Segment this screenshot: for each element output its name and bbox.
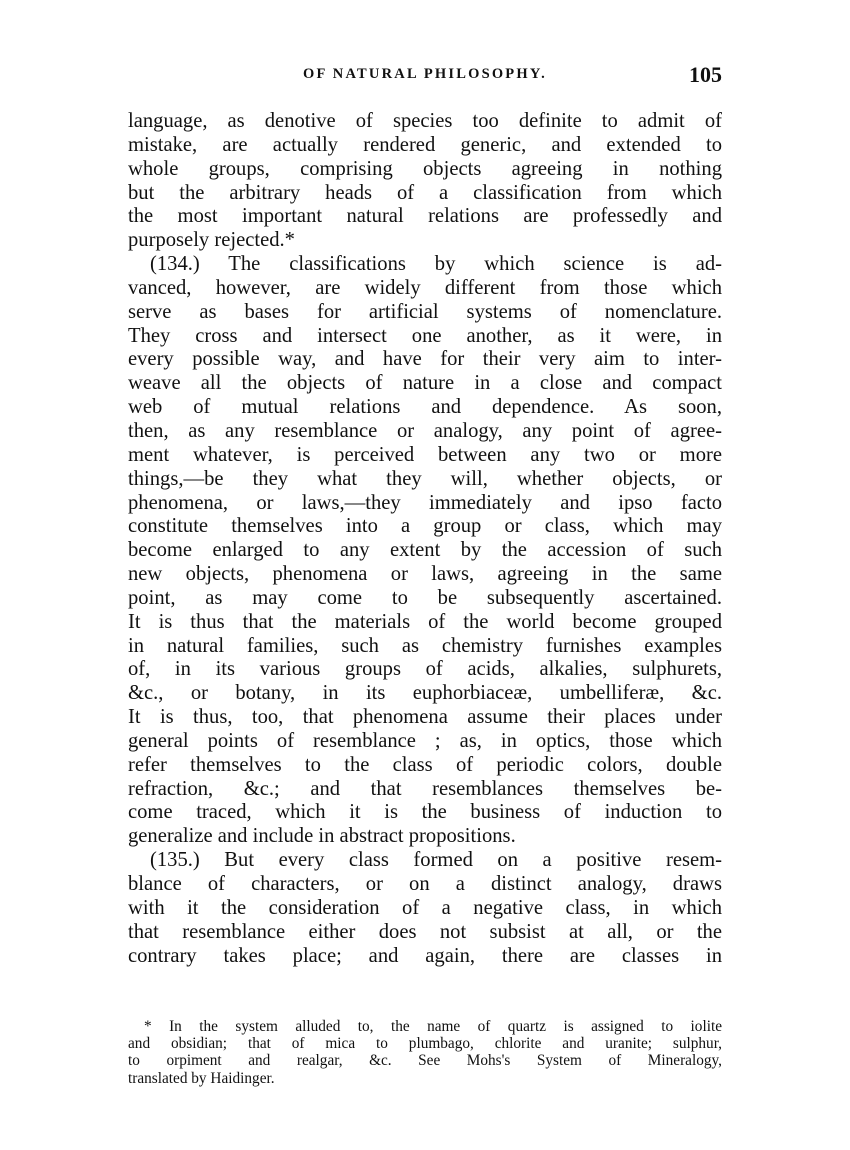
text-line: serve as bases for artificial systems of nomenclature. bbox=[128, 300, 722, 323]
text-line: new objects, phenomena or laws, agreeing in the same bbox=[128, 563, 722, 586]
text-line: &c., or botany, in its euphorbiaceæ, umbelliferæ, &c. bbox=[128, 682, 722, 705]
text-line: come traced, which it is the business of induction to bbox=[128, 801, 722, 824]
text-line: mistake, are actually rendered generic, and extended to bbox=[128, 133, 722, 156]
text-line: (135.) But every class formed on a positive resem- bbox=[150, 849, 722, 872]
text-line: ment whatever, is perceived between any two or more bbox=[128, 443, 722, 466]
text-line: vanced, however, are widely different from those which bbox=[128, 276, 722, 299]
text-line: contrary takes place; and again, there are classes in bbox=[128, 944, 722, 967]
text-line: language, as denotive of species too definite to admit of bbox=[128, 110, 722, 132]
text-line: web of mutual relations and dependence. As soon, bbox=[128, 396, 722, 419]
text-line: become enlarged to any extent by the accession of such bbox=[128, 539, 722, 562]
text-line: constitute themselves into a group or class, which may bbox=[128, 515, 722, 538]
text-line: purposely rejected.* bbox=[128, 229, 295, 252]
text-line: They cross and intersect one another, as it were, in bbox=[128, 324, 722, 347]
text-line: then, as any resemblance or analogy, any point of agree- bbox=[128, 419, 722, 442]
text-line: things,—be they what they will, whether objects, or bbox=[128, 467, 722, 490]
text-line: (134.) The classifications by which science is ad- bbox=[150, 253, 722, 276]
running-head bbox=[128, 62, 722, 92]
footnote-line: to orpiment and realgar, &c. See Mohs's System of Mineralogy, bbox=[128, 1052, 722, 1070]
text-line: refraction, &c.; and that resemblances themselves be- bbox=[128, 777, 722, 800]
text-line: It is thus, too, that phenomena assume their places under bbox=[128, 706, 722, 729]
text-line: It is thus that the materials of the world become grouped bbox=[128, 610, 722, 633]
text-line: general points of resemblance ; as, in optics, those which bbox=[128, 729, 722, 752]
footnote bbox=[128, 1018, 722, 1087]
text-line: point, as may come to be subsequently ascertained. bbox=[128, 586, 722, 609]
text-line: blance of characters, or on a distinct analogy, draws bbox=[128, 873, 722, 895]
text-line: in natural families, such as chemistry furnishes examples bbox=[128, 634, 722, 657]
text-line: phenomena, or laws,—they immediately and ipso facto bbox=[128, 491, 722, 514]
body-text bbox=[128, 110, 722, 968]
text-line: the most important natural relations are professedly and bbox=[128, 205, 722, 228]
running-title: OF NATURAL PHILOSOPHY. bbox=[302, 66, 548, 82]
text-line: weave all the objects of nature in a close and compact bbox=[128, 372, 722, 395]
text-line: that resemblance either does not subsist at all, or the bbox=[128, 920, 722, 943]
text-line: whole groups, comprising objects agreeing in nothing bbox=[128, 157, 722, 180]
text-line: every possible way, and have for their very aim to inter- bbox=[128, 348, 722, 371]
text-line: with it the consideration of a negative class, in which bbox=[128, 896, 722, 919]
footnote-line: and obsidian; that of mica to plumbago, chlorite and uranite; sulphur, bbox=[128, 1035, 722, 1053]
text-line: generalize and include in abstract propositions. bbox=[128, 825, 516, 848]
page-number: 105 bbox=[689, 62, 722, 87]
footnote-line: * In the system alluded to, the name of quartz is assigned to iolite bbox=[144, 1018, 722, 1035]
text-line: of, in its various groups of acids, alkalies, sulphurets, bbox=[128, 658, 722, 681]
footnote-line: translated by Haidinger. bbox=[128, 1069, 275, 1087]
text-line: refer themselves to the class of periodic colors, double bbox=[128, 753, 722, 776]
text-line: but the arbitrary heads of a classification from which bbox=[128, 181, 722, 204]
